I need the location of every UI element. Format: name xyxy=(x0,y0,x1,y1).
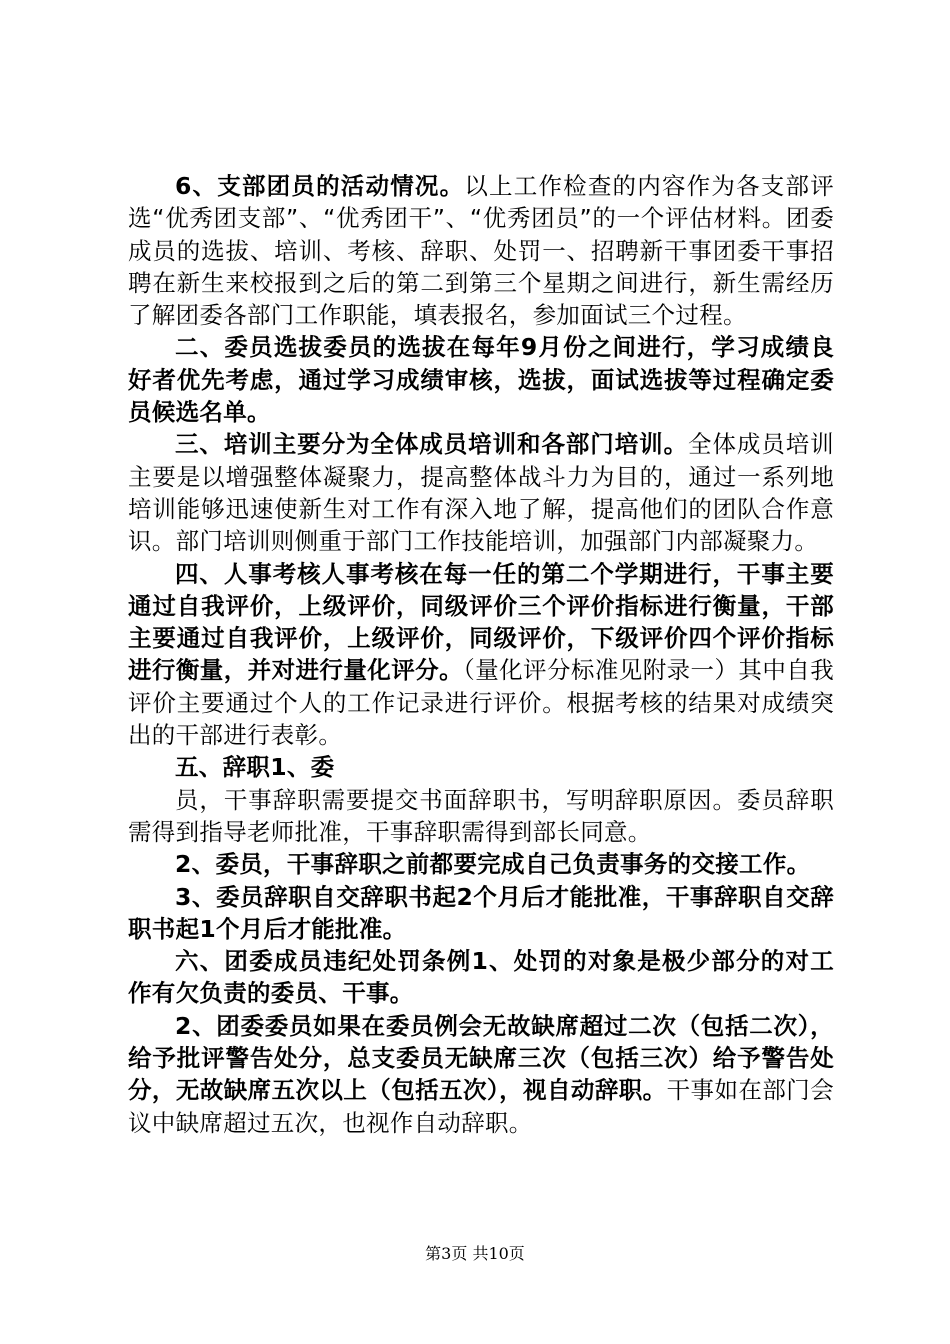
paragraph-lead: 四、人事考核人事考核在每一任的第二个学期进行，干事主要通过自我评价，上级评价，同级评价三个评价指标进行衡量，干部主要通过自我评价，上级评价，同级评价，下级评价四个评价指标进行衡量，并对进行量化评分。 xyxy=(128,559,834,685)
paragraph-text: 干事如在部门会议中缺席超过五次，也视作自动辞职。 xyxy=(128,1076,834,1137)
paragraph-activities xyxy=(128,170,834,331)
paragraph-resignation-3: 3、委员辞职自交辞职书起2个月后才能批准，干事辞职自交辞职书起1个月后才能批准。 xyxy=(128,882,834,943)
page-footer: 第3页 共10页 xyxy=(425,1244,525,1263)
paragraph-text: （量化评分标准见附录一）其中自我评价主要通过个人的工作记录进行评价。根据考核的结果对成绩突出的干部进行表彰。 xyxy=(128,656,834,750)
paragraph-resignation-1: 员，干事辞职需要提交书面辞职书，写明辞职原因。委员辞职需得到指导老师批准，干事辞职需得到部长同意。 xyxy=(128,785,834,846)
paragraph-discipline-heading: 六、团委成员违纪处罚条例1、处罚的对象是极少部分的对工作有欠负责的委员、干事。 xyxy=(128,947,834,1008)
paragraph-lead: 2、团委委员如果在委员例会无故缺席超过二次（包括二次），给予批评警告处分，总支委员无缺席三次（包括三次）给予警告处分，无故缺席五次以上（包括五次），视自动辞职。 xyxy=(128,1011,834,1105)
paragraph-selection: 二、委员选拔委员的选拔在每年9月份之间进行，学习成绩良好者优先考虑，通过学习成绩审核，选拔，面试选拔等过程确定委员候选名单。 xyxy=(128,333,834,427)
paragraph-discipline-2 xyxy=(128,1010,834,1139)
paragraph-resignation-2: 2、委员，干事辞职之前都要完成自己负责事务的交接工作。 xyxy=(175,850,811,879)
paragraph-text: 全体成员培训主要是以增强整体凝聚力，提高整体战斗力为目的，通过一系列地培训能够迅速使新生对工作有深入地了解，提高他们的团队合作意识。部门培训则侧重于部门工作技能培训，加强部门内部凝聚力。 xyxy=(128,430,834,556)
paragraph-assessment xyxy=(128,558,834,752)
paragraph-lead: 三、培训主要分为全体成员培训和各部门培训。 xyxy=(175,430,689,459)
document-body xyxy=(128,170,834,1139)
paragraph-text: 以上工作检查的内容作为各支部评选“优秀团支部”、“优秀团干”、“优秀团员”的一个评估材料。团委成员的选拔、培训、考核、辞职、处罚一、招聘新干事团委干事招聘在新生来校报到之后的第二到第三个星期之间进行，新生需经历了解团委各部门工作职能，填表报名，参加面试三个过程。 xyxy=(128,172,835,330)
paragraph-training xyxy=(128,428,834,557)
paragraph-resignation-heading: 五、辞职1、委 xyxy=(175,753,335,782)
paragraph-lead: 6、支部团员的活动情况。 xyxy=(175,172,465,200)
